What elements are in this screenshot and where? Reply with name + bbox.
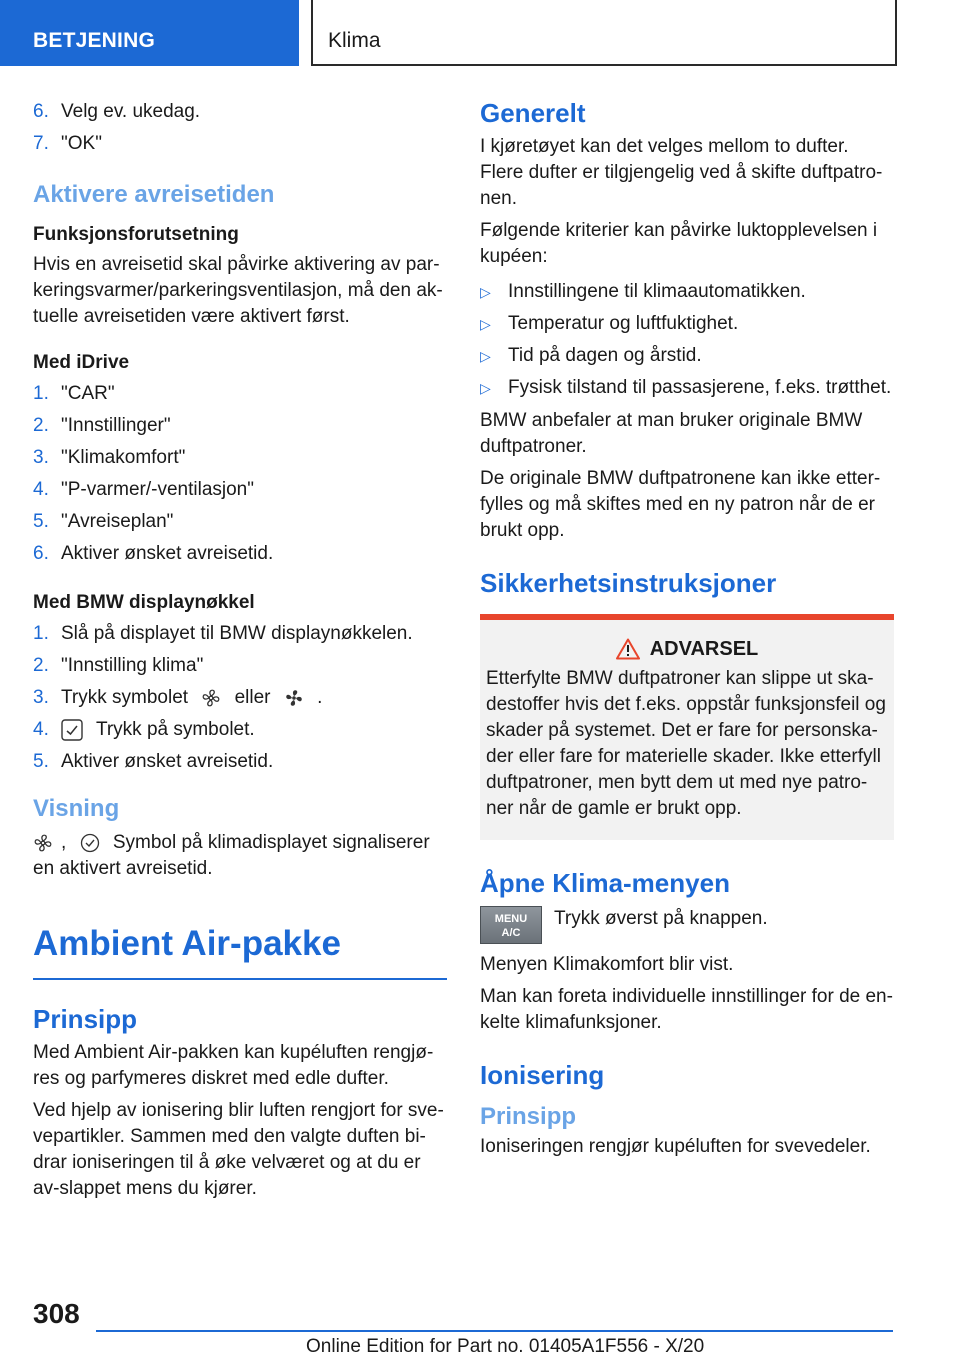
step-text-pre: Trykk symbolet — [61, 687, 189, 708]
subheading-funksjonsforutsetning: Funksjonsforutsetning — [33, 224, 239, 245]
right-column — [480, 96, 894, 1166]
warning-title-text: ADVARSEL — [649, 638, 759, 660]
step-number: 2. — [33, 655, 49, 676]
step-text — [61, 717, 255, 743]
criteria-bullet-list — [480, 276, 894, 404]
warning-title — [486, 620, 888, 666]
bullet-text: Temperatur og luftfuktighet. — [508, 313, 739, 334]
step-text — [61, 685, 322, 711]
step-text: Aktiver ønsket avreisetid. — [61, 751, 274, 772]
step-text: "OK" — [61, 133, 102, 154]
step-text: "CAR" — [61, 383, 115, 404]
list-item — [33, 650, 447, 682]
paragraph-funksjonsforutsetning: Hvis en avreisetid skal påvirke aktivering av par-keringsvarmer/parkeringsventilasjon, må den ak-tuelle avreisetiden være aktivert først. — [33, 254, 443, 327]
step-number: 1. — [33, 623, 49, 644]
footer-divider — [96, 1330, 893, 1332]
paragraph-generelt-3: BMW anbefaler at man bruker originale BMW duftpatroner. — [480, 410, 863, 457]
step-text: Aktiver ønsket avreisetid. — [61, 543, 274, 564]
step-number: 5. — [33, 511, 49, 532]
display-key-steps-list — [33, 618, 447, 778]
visning-separator: , — [61, 832, 67, 853]
list-item — [33, 128, 447, 160]
list-item — [33, 618, 447, 650]
list-item — [33, 442, 447, 474]
step-number: 2. — [33, 415, 49, 436]
page-number: 308 — [33, 1298, 80, 1329]
heading-ionisering: Ionisering — [480, 1060, 605, 1090]
step-text: "Avreiseplan" — [61, 511, 174, 532]
heading-ambient-air-pakke: Ambient Air-pakke — [33, 922, 447, 980]
heading-apne-klima-menyen: Åpne Klima-menyen — [480, 868, 730, 898]
list-item — [480, 276, 894, 308]
bullet-text: Tid på dagen og årstid. — [508, 345, 702, 366]
warning-box — [480, 614, 894, 840]
menu-button-line1: MENU — [494, 913, 528, 925]
list-item — [33, 506, 447, 538]
list-item — [33, 746, 447, 778]
confirm-tile-icon — [61, 719, 83, 741]
fan-filled-icon — [284, 688, 304, 708]
step-text-post: . — [317, 687, 323, 708]
step-text-mid: eller — [234, 687, 271, 708]
step-number: 6. — [33, 543, 49, 564]
step-text: Slå på displayet til BMW displaynøkkelen. — [61, 623, 413, 644]
step-text-main: Trykk på symbolet. — [95, 719, 255, 740]
heading-prinsipp-ionisering: Prinsipp — [480, 1103, 577, 1130]
heading-sikkerhetsinstruksjoner: Sikkerhetsinstruksjoner — [480, 568, 777, 598]
heading-aktivere-avreisetiden: Aktivere avreisetiden — [33, 181, 275, 208]
step-number: 3. — [33, 447, 49, 468]
paragraph-prinsipp-1: Med Ambient Air-pakken kan kupéluften rengjø-res og parfymeres diskret med edle dufter. — [33, 1042, 434, 1089]
step-text: "Innstilling klima" — [61, 655, 204, 676]
heading-generelt: Generelt — [480, 98, 586, 128]
heading-prinsipp: Prinsipp — [33, 1004, 138, 1034]
step-number: 4. — [33, 479, 49, 500]
list-item — [33, 538, 447, 570]
list-item — [33, 682, 447, 714]
header-section-tab — [0, 0, 299, 66]
header-chapter-box — [311, 0, 897, 66]
step-text: "Innstillinger" — [61, 415, 171, 436]
paragraph-generelt-2: Følgende kriterier kan påvirke luktopplevelsen i kupéen: — [480, 220, 878, 267]
step-number: 5. — [33, 751, 49, 772]
visning-text: Symbol på klimadisplayet signaliserer en aktivert avreisetid. — [33, 832, 430, 879]
menu-instruction-text: Trykk øverst på knappen. — [554, 908, 768, 929]
heading-visning: Visning — [33, 795, 120, 822]
bullet-icon: ▷ — [480, 348, 491, 364]
step-number: 1. — [33, 383, 49, 404]
menu-instruction — [480, 906, 894, 944]
list-item — [33, 410, 447, 442]
paragraph-prinsipp-2: Ved hjelp av ionisering blir luften rengjort for sve-vepartikler. Sammen med den valgte duften bi-drar ioniseringen til å øke velværet og at du er av-slappet mens du kjører. — [33, 1100, 444, 1199]
list-item — [33, 474, 447, 506]
subheading-med-idrive: Med iDrive — [33, 352, 130, 373]
paragraph-generelt-4: De originale BMW duftpatronene kan ikke etter-fylles og må skiftes med en ny patron når de er brukt opp. — [480, 468, 881, 541]
list-item — [33, 96, 447, 128]
warning-text: Etterfylte BMW duftpatroner kan slippe ut ska-destoffer hvis det f.eks. oppstår funksjonsfeil og skader på systemet. Det er fare for personska-der eller fare for materielle skader. Ikke etterfyll duftpatroner, men bytt dem ut med nye patro-ner når de gamle er brukt opp. — [486, 668, 886, 819]
footer-edition: Online Edition for Part no. 01405A1F556 - X/20 — [306, 1336, 705, 1357]
idrive-steps-list — [33, 378, 447, 570]
list-item — [480, 372, 894, 404]
header-section: BETJENING — [33, 29, 155, 52]
step-number: 6. — [33, 101, 49, 122]
paragraph-visning — [33, 830, 447, 882]
step-text: "P-varmer/-ventilasjon" — [61, 479, 254, 500]
bullet-text: Innstillingene til klimaautomatikken. — [508, 281, 806, 302]
step-number: 3. — [33, 687, 49, 708]
list-item — [480, 308, 894, 340]
left-column — [33, 96, 447, 1208]
subheading-med-bmw-displaynokkel: Med BMW displaynøkkel — [33, 592, 255, 613]
top-steps-list — [33, 96, 447, 160]
step-number: 4. — [33, 719, 49, 740]
menu-ac-button-icon — [480, 906, 542, 944]
clock-check-icon — [80, 833, 100, 853]
menu-button-line2: A/C — [501, 927, 521, 939]
step-text: Velg ev. ukedag. — [61, 101, 201, 122]
step-text: "Klimakomfort" — [61, 447, 186, 468]
paragraph-apne-3: Man kan foreta individuelle innstillinger for de en-kelte klimafunksjoner. — [480, 986, 893, 1033]
list-item — [480, 340, 894, 372]
paragraph-generelt-1: I kjøretøyet kan det velges mellom to dufter. Flere dufter er tilgjengelig ved å skifte duftpatro-nen. — [480, 136, 883, 209]
paragraph-ionisering: Ioniseringen rengjør kupéluften for svevedeler. — [480, 1136, 871, 1157]
step-number: 7. — [33, 133, 49, 154]
bullet-icon: ▷ — [480, 380, 491, 396]
list-item — [33, 378, 447, 410]
fan-outline-icon — [201, 688, 221, 708]
bullet-icon: ▷ — [480, 316, 491, 332]
list-item — [33, 714, 447, 746]
bullet-icon: ▷ — [480, 284, 491, 300]
fan-outline-icon — [33, 833, 53, 853]
warning-triangle-icon — [616, 638, 640, 660]
paragraph-apne-2: Menyen Klimakomfort blir vist. — [480, 954, 734, 975]
bullet-text: Fysisk tilstand til passasjerene, f.eks. trøtthet. — [508, 377, 892, 398]
header-chapter: Klima — [328, 29, 381, 52]
